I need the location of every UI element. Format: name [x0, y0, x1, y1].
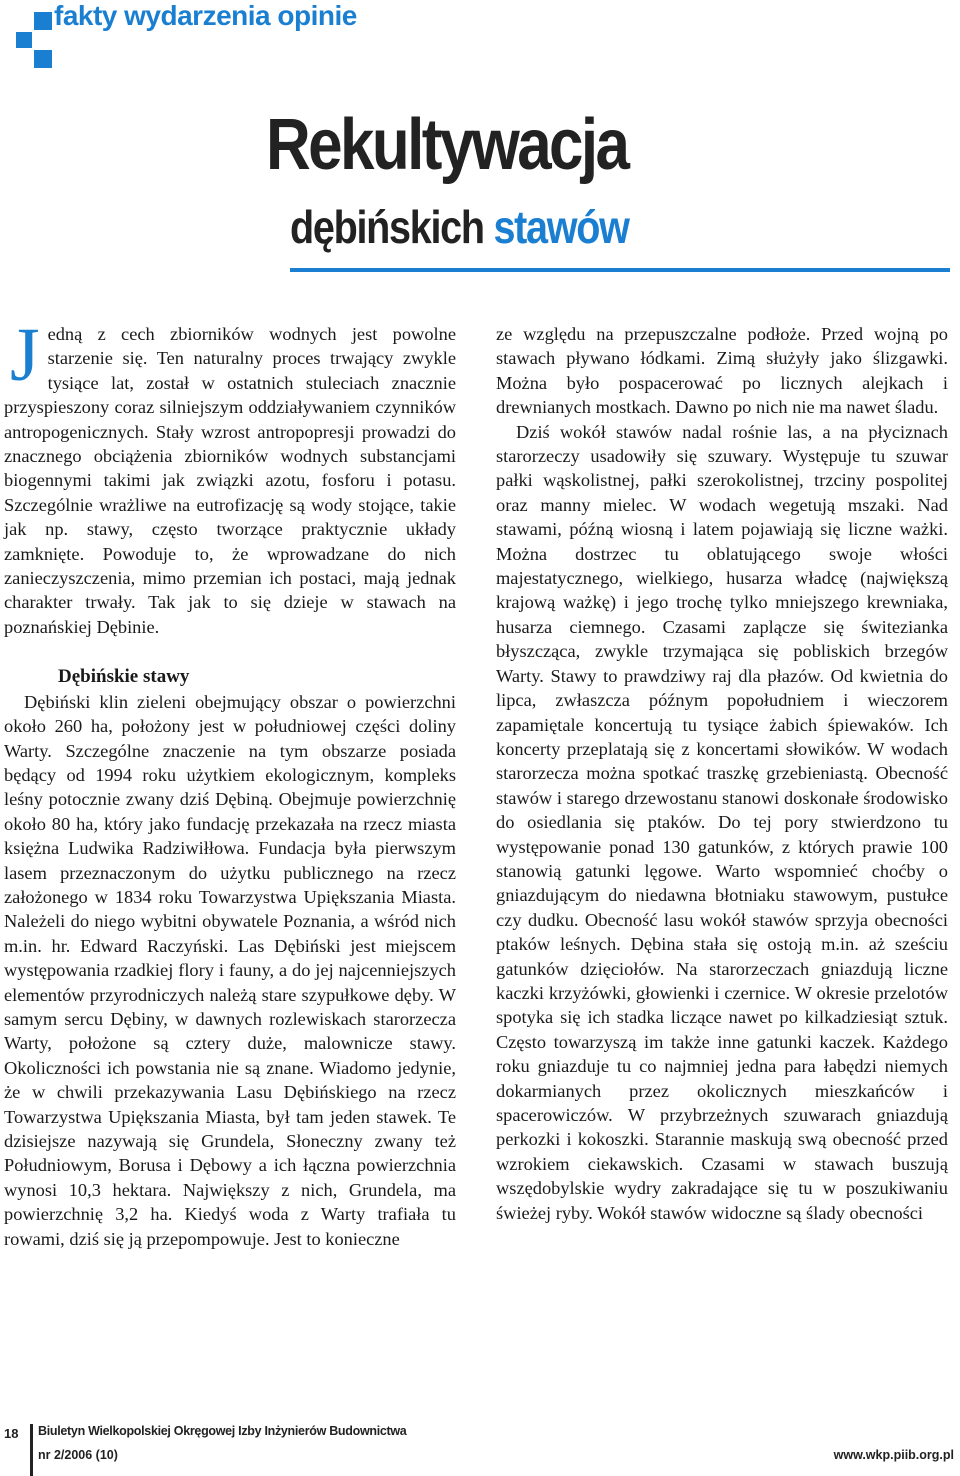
page-number: 18	[4, 1426, 19, 1441]
issue-number: nr 2/2006 (10)	[38, 1448, 118, 1462]
body-paragraph: Dziś wokół stawów nadal rośnie las, a na płyciznach starorzeczy usadowiły się szuwary. Występuje tu szuwar pałki wąskolistnej, pałki szerokolistnej, trzciny pospolitej oraz manny mielec. W wodach wegetują mszaki. Nad stawami, późną wiosną i latem pojawiają się liczne ważki. Można dostrzec tu oblatującego swoje włości majestatycznego, wielkiego, husarza władcę (największą krajową ważkę) i jego trochę tylko mniejszego krewniaka, husarza ciemnego. Czasami zaplącze się świtezianka błyszcząca, zwykle trzymająca się pobliskich brzegów Warty. Stawy to prawdziwy raj dla płazów. Od kwietnia do lipca, zwłaszcza późnym popołudniem i wieczorem zapamiętale koncertują tu tysiące żabich śpiewaków. Ich koncerty przeplatają się z koncertami słowików. W wodach starorzecza można spotkać traszkę grzebieniastą. Obecność stawów i starego drzewostanu stanowi doskonałe środowisko do osiedlania się ptaków. Do tej pory stwierdzono tu występowanie ponad 130 gatunków, z których prawie 100 stanowią gatunki lęgowe. Warto wspomnieć choćby o gniazdującym do niedawna błotniaku stawowym, pustułce czy dudku. Obecność lasu wokół stawów sprzyja obecności ptaków leśnych. Dębina stała się ostoją m.in. aż sześciu gatunków dzięciołów. Na starorzeczach gniazdują liczne kaczki krzyżówki, głowienki i czernice. W okresie przelotów spotyka się ich stadka liczące nawet po kilkadziesiąt sztuk. Często towarzyszą im także inne gatunki kaczek. Każdego roku gniazduje tu co najmniej jedna para łabędzi niemych dokarmianych przez okolicznych mieszkańców i spacerowiczów. W przybrzeżnych szuwarach gniazdują perkozki i kokoszki. Starannie maskują swą obecność przed wzrokiem ciekawskich. Czasami w stawach buszują wszędobylskie wydry zakradające się tu w poszukiwaniu świeżej ryby. Wokół stawów widoczne są ślady obecności	[496, 421, 948, 1223]
deco-square	[34, 50, 52, 68]
publication-name: Biuletyn Wielkopolskiej Okręgowej Izby Inżynierów Budownictwa	[38, 1424, 407, 1438]
section-heading: Dębińskie stawy	[58, 666, 190, 688]
subtitle-dark: dębińskich	[290, 201, 484, 253]
drop-cap: J	[10, 313, 40, 397]
deco-square	[34, 12, 52, 30]
article-column-left	[4, 313, 456, 1251]
website-link[interactable]: www.wkp.piib.org.pl	[833, 1448, 954, 1462]
body-paragraph: Dębiński klin zieleni obejmujący obszar o powierzchni około 260 ha, położony jest w południowej części doliny Warty. Szczególne znaczenie na tym obszarze posiada będący od 1994 roku użytkiem ekologicznym, kompleks leśny potocznie zwany dziś Dębiną. Obejmuje powierzchnię około 80 ha, który jako fundację przekazała na rzecz miasta księżna Ludwika Radziwiłłowa. Fundacja była pierwszym lasem przeznaczonym do użytku publicznego na rzecz założonego w 1834 roku Towarzystwa Upiększania Miasta. Należeli do niego wybitni obywatele Poznania, a wśród nich m.in. hr. Edward Raczyński. Las Dębiński jest miejscem występowania rzadkiej flory i fauny, a do jej najcenniejszych elementów przyrodniczych należą stare szypułkowe dęby. W samym sercu Dębiny, w dawnych rozlewiskach starorzecza Warty, położone są cztery duże, malownicze stawy. Okoliczności ich powstania nie są znane. Wiadomo jedynie, że w chwili przekazywania Lasu Dębińskiego na rzecz Towarzystwa Upiększania Miasta, był tam jeden stawek. Te dzisiejsze nazywają się Grundela, Słoneczny zwany też Południowym, Borusa i Dębowy a ich łączna powierzchnia wynosi 10,3 hektara. Największy z nich, Grundela, ma powierzchnię 3,2 ha. Kiedyś woda z Warty trafiała tu rowami, dziś się ją przepompowuje. Jest to konieczne	[4, 691, 456, 1249]
article-title: Rekultywacja	[266, 105, 628, 185]
footer-divider	[30, 1424, 33, 1476]
article-column-right	[496, 322, 948, 1225]
article-subtitle	[290, 200, 629, 254]
deco-square	[16, 32, 32, 48]
body-paragraph: ze względu na przepuszczalne podłoże. Przed wojną po stawach pływano łódkami. Zimą służyły jako ślizgawki. Można było pospacerować po licznych alejkach i drewnianych mostkach. Dawno po nich nie ma nawet śladu.	[496, 324, 948, 418]
intro-paragraph	[4, 313, 456, 639]
section-label: fakty wydarzenia opinie	[54, 0, 357, 31]
intro-text: edną z cech zbiorników wodnych jest powolne starzenie się. Ten naturalny proces trwający zwykle tysiące lat, został w ostatnich stuleciach znacznie przyspieszony coraz silniejszym oddziaływaniem czynników antropogenicznych. Stały wzrost antropopresji prowadzi do znacznego obciążenia zbiorników wodnych substancjami biogennymi takimi jak związki azotu, fosforu i potasu. Szczególnie wrażliwe na eutrofizację są wody stojące, takie jak np. stawy, często tworzące praktycznie układy zamknięte. Powoduje to, że wprowadzane do nich zanieczyszczenia, mimo przemian ich postaci, mają jednak charakter trwały. Tak jak to się dzieje w stawach na poznańskiej Dębinie.	[4, 324, 456, 637]
subtitle-blue: stawów	[493, 201, 629, 253]
header-decoration	[0, 0, 60, 80]
title-underline	[290, 268, 950, 272]
page-footer	[0, 1410, 960, 1476]
